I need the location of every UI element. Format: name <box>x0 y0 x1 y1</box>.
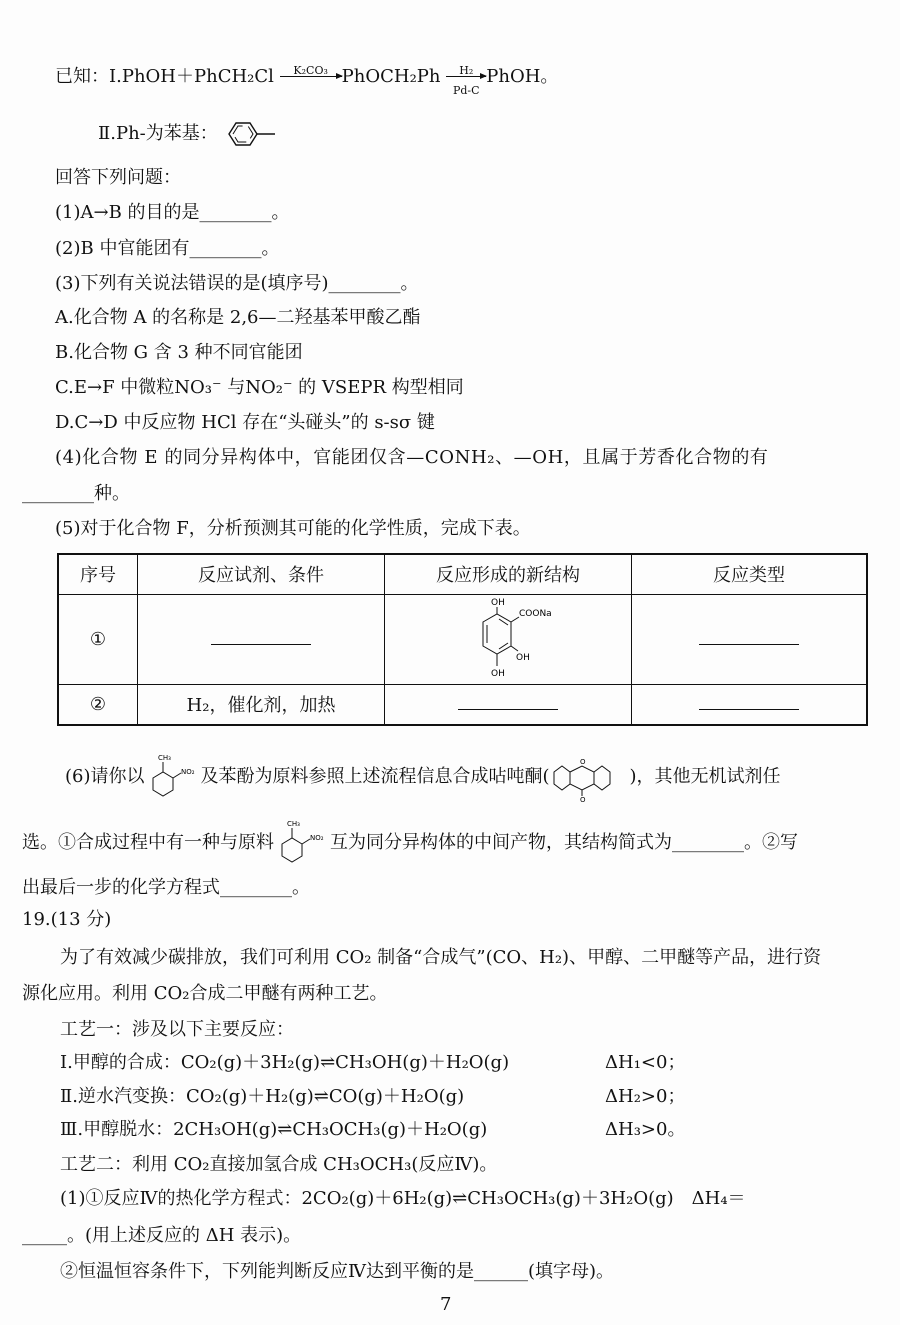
q6-text: 及苯酚为原料参照上述流程信息合成呫吨酮( <box>200 766 550 787</box>
reaction-ii: Ⅱ.逆水汽变换：CO₂(g)＋H₂(g)⇌CO(g)＋H₂O(g) <box>60 1086 465 1107</box>
question-4: (4)化合物 E 的同分异构体中，官能团仅含—CONH₂、—OH，且属于芳香化合物的有 <box>55 447 769 468</box>
reagent-label: H₂ <box>459 64 474 77</box>
option-d: D.C→D 中反应物 HCl 存在“头碰头”的 s-sσ 键 <box>55 412 435 433</box>
oh-label: OH <box>516 653 530 663</box>
q19-part1-2: ②恒温恒容条件下，下列能判断反应Ⅳ达到平衡的是______(填字母)。 <box>60 1261 615 1282</box>
question-6-line2 <box>22 818 798 868</box>
no2-label: NO₂ <box>310 834 324 842</box>
reaction-iii-enthalpy: ΔH₃>0。 <box>605 1119 686 1140</box>
reaction-i: Ⅰ.甲醇的合成：CO₂(g)＋3H₂(g)⇌CH₃OH(g)＋H₂O(g) <box>60 1052 510 1073</box>
row-index: ① <box>58 594 138 684</box>
ch3-label: CH₃ <box>157 754 171 762</box>
nitrotoluene-structure-icon <box>145 752 201 802</box>
reaction-type-cell <box>632 684 868 725</box>
question-4-cont: ________种。 <box>22 483 130 504</box>
reaction-arrow <box>446 64 486 97</box>
q6-text: 选。①合成过程中有一种与原料 <box>22 832 274 853</box>
reaction-type-cell <box>632 594 868 684</box>
option-c: C.E→F 中微粒NO₃⁻ 与NO₂⁻ 的 VSEPR 构型相同 <box>55 377 464 398</box>
table-row <box>58 594 867 684</box>
answer-blank[interactable] <box>699 630 799 645</box>
reaction-i-enthalpy: ΔH₁<0； <box>605 1052 686 1073</box>
question-2: (2)B 中官能团有________。 <box>55 238 280 259</box>
answer-blank[interactable] <box>458 695 558 710</box>
question-6 <box>65 752 781 802</box>
xanthone-structure-icon <box>550 752 630 802</box>
coona-label: COONa <box>519 609 552 619</box>
reaction-iii: Ⅲ.甲醇脱水：2CH₃OH(g)⇌CH₃OCH₃(g)＋H₂O(g) <box>60 1119 488 1140</box>
header-structure: 反应形成的新结构 <box>385 554 632 594</box>
known-reaction-1 <box>55 64 559 97</box>
header-reagent: 反应试剂、条件 <box>138 554 385 594</box>
ch3-label: CH₃ <box>287 820 300 828</box>
oh-label: OH <box>491 669 505 679</box>
q19-intro-cont: 源化应用。利用 CO₂合成二甲醚有两种工艺。 <box>22 983 388 1004</box>
question-1: (1)A→B 的目的是________。 <box>55 202 290 223</box>
structure-cell <box>385 594 632 684</box>
phenyl-definition: Ⅱ.Ph-为苯基： <box>98 123 218 144</box>
q6-text: 互为同分异构体的中间产物，其结构简式为________。②写 <box>330 832 798 853</box>
molecule-structure-icon <box>453 596 563 682</box>
process-1-title: 工艺一：涉及以下主要反应： <box>60 1019 294 1040</box>
reaction-product: PhOH。 <box>486 66 559 87</box>
option-b: B.化合物 G 含 3 种不同官能团 <box>55 342 303 363</box>
answer-blank[interactable] <box>699 695 799 710</box>
structure-cell <box>385 684 632 725</box>
page-number: 7 <box>440 1294 452 1315</box>
o-label: O <box>579 796 586 802</box>
reaction-ii-enthalpy: ΔH₂>0； <box>605 1086 686 1107</box>
answer-blank[interactable] <box>211 630 311 645</box>
reaction-intermediate: PhOCH₂Ph <box>341 66 441 87</box>
reagent-cell: H₂，催化剂，加热 <box>138 684 385 725</box>
oh-label: OH <box>491 598 505 608</box>
question-5: (5)对于化合物 F，分析预测其可能的化学性质，完成下表。 <box>55 518 531 539</box>
q6-text: )，其他无机试剂任 <box>629 766 781 787</box>
option-a: A.化合物 A 的名称是 2,6—二羟基苯甲酸乙酯 <box>55 307 421 328</box>
q6-text: (6)请你以 <box>65 766 145 787</box>
question-3: (3)下列有关说法错误的是(填序号)________。 <box>55 273 419 294</box>
q19-intro: 为了有效减少碳排放，我们可利用 CO₂ 制备“合成气”(CO、H₂)、甲醇、二甲醚等产品，进行资 <box>60 947 822 968</box>
reagent-cell <box>138 594 385 684</box>
question-6-line3: 出最后一步的化学方程式________。 <box>22 877 310 898</box>
o-label: O <box>579 758 586 766</box>
reaction-arrow <box>280 65 342 89</box>
known-reaction-2 <box>98 121 279 147</box>
header-reaction-type: 反应类型 <box>632 554 868 594</box>
phenyl-structure-icon <box>223 121 279 147</box>
header-index: 序号 <box>58 554 138 594</box>
table-row <box>58 684 867 725</box>
row-index: ② <box>58 684 138 725</box>
reagent-label: K₂CO₃ <box>293 64 328 77</box>
question-19-title: 19.(13 分) <box>22 909 112 930</box>
property-table <box>57 553 868 726</box>
reaction-reactants: 已知：Ⅰ.PhOH＋PhCH₂Cl <box>55 66 274 87</box>
catalyst-label: Pd-C <box>452 84 480 97</box>
answer-prompt: 回答下列问题： <box>55 167 181 188</box>
q19-part1: (1)①反应Ⅳ的热化学方程式：2CO₂(g)＋6H₂(g)⇌CH₃OCH₃(g)＋3H₂O(g) ΔH₄＝ <box>60 1188 746 1209</box>
q19-part1-cont: _____。(用上述反应的 ΔH 表示)。 <box>22 1225 302 1246</box>
process-2-title: 工艺二：利用 CO₂直接加氢合成 CH₃OCH₃(反应Ⅳ)。 <box>60 1154 498 1175</box>
nitrotoluene-structure-icon <box>274 818 330 868</box>
no2-label: NO₂ <box>180 768 195 776</box>
